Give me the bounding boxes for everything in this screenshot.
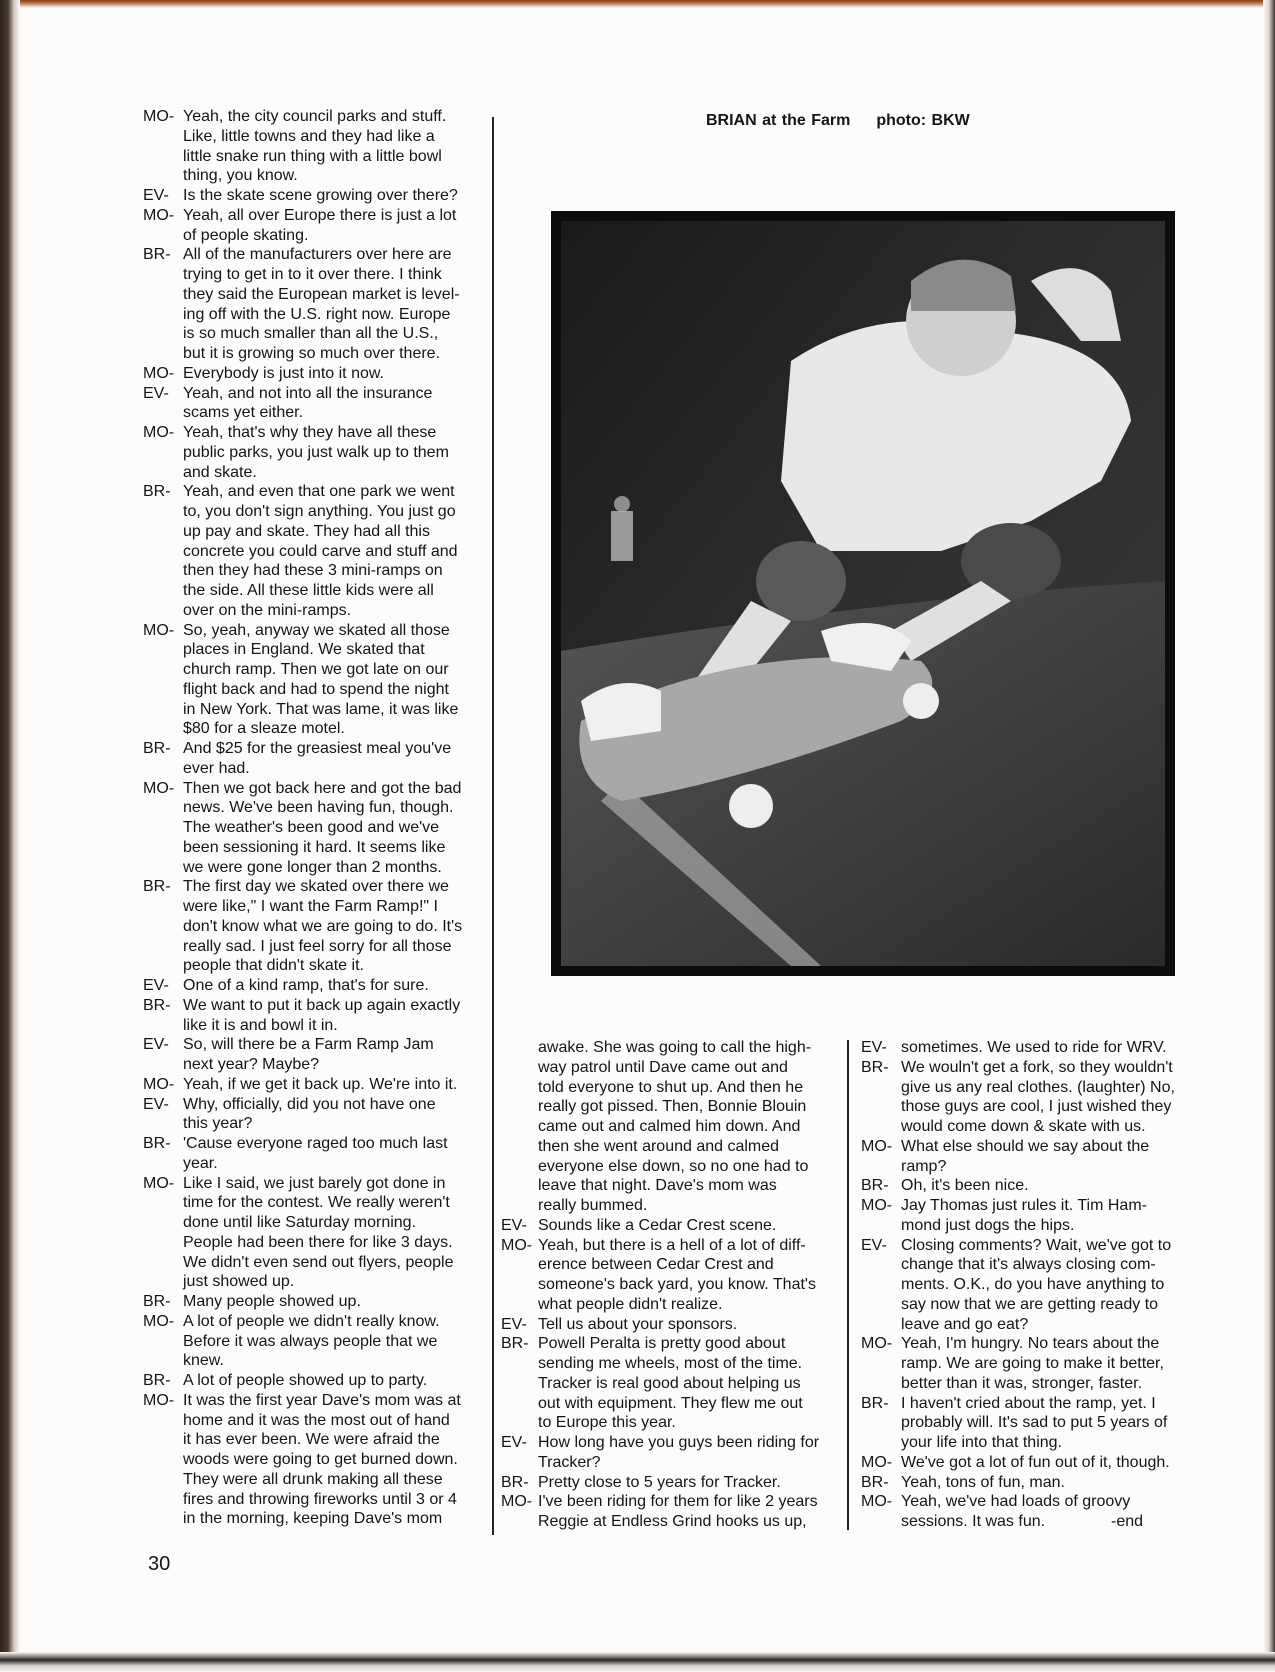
dialogue-line: I haven't cried about the ramp, yet. I bbox=[901, 1394, 1156, 1412]
dialogue-line: trying to get in to it over there. I think bbox=[183, 266, 442, 283]
dialogue-line: to Europe this year. bbox=[538, 1414, 676, 1432]
speaker-tag: BR- bbox=[501, 1473, 529, 1491]
dialogue-entry bbox=[143, 1371, 488, 1391]
end-mark: -end bbox=[1111, 1513, 1144, 1530]
dialogue-line: What else should we say about the bbox=[901, 1137, 1150, 1155]
dialogue-line: don't know what we are going to do. It's bbox=[183, 917, 463, 935]
dialogue-line: leave that night. Dave's mom was bbox=[538, 1177, 777, 1195]
speaker-tag: BR- bbox=[143, 1293, 171, 1310]
dialogue-line: mond just dogs the hips. bbox=[901, 1216, 1075, 1234]
dialogue-line: home and it was the most out of hand bbox=[183, 1411, 450, 1429]
speaker-tag: EV- bbox=[501, 1315, 527, 1333]
dialogue-entry bbox=[143, 739, 488, 779]
dialogue-entry bbox=[143, 245, 488, 364]
speaker-tag: EV- bbox=[501, 1434, 527, 1451]
dialogue-line: 'Cause everyone raged too much last bbox=[183, 1135, 448, 1152]
dialogue-entry bbox=[501, 1236, 841, 1315]
dialogue-entry bbox=[501, 1433, 841, 1473]
dialogue-entry bbox=[143, 186, 488, 206]
dialogue-line: told everyone to shut up. And then he bbox=[538, 1078, 804, 1096]
dialogue-entry bbox=[143, 1035, 488, 1075]
skater-photo-image bbox=[561, 221, 1165, 966]
dialogue-line: little snake run thing with a little bowl bbox=[183, 147, 442, 165]
interview-column-right bbox=[861, 1038, 1201, 1532]
interview-column-middle bbox=[501, 1038, 841, 1532]
dialogue-line: of people skating. bbox=[183, 226, 309, 244]
dialogue-line: Yeah, we've had loads of groovy bbox=[901, 1493, 1131, 1511]
dialogue-entry bbox=[501, 1216, 841, 1236]
column-divider bbox=[492, 117, 494, 1535]
dialogue-entry bbox=[501, 1492, 841, 1532]
dialogue-line: sending me wheels, most of the time. bbox=[538, 1355, 803, 1372]
skater-photo bbox=[551, 211, 1175, 976]
speaker-tag: EV- bbox=[861, 1039, 887, 1056]
speaker-tag: BR- bbox=[143, 878, 171, 896]
dialogue-line: to, you don't sign anything. You just go bbox=[183, 503, 456, 520]
dialogue-line: ramp? bbox=[901, 1157, 947, 1175]
dialogue-entry bbox=[143, 423, 488, 482]
page-right-edge bbox=[1263, 0, 1275, 1672]
dialogue-line: say now that we are getting ready to bbox=[901, 1295, 1159, 1313]
speaker-tag: EV- bbox=[143, 1095, 169, 1113]
dialogue-line: really got pissed. Then, Bonnie Blouin bbox=[538, 1098, 807, 1116]
dialogue-line: what people didn't realize. bbox=[538, 1295, 723, 1313]
dialogue-line: Yeah, that's why they have all these bbox=[183, 424, 437, 441]
page-number: 30 bbox=[148, 1553, 171, 1575]
dialogue-line: give us any real clothes. (laughter) No, bbox=[901, 1078, 1175, 1096]
dialogue-line: people that didn't skate it. bbox=[183, 957, 364, 975]
dialogue-entry bbox=[143, 1174, 488, 1293]
dialogue-entry bbox=[861, 1137, 1201, 1177]
dialogue-line: were like," I want the Farm Ramp!" I bbox=[183, 898, 438, 915]
dialogue-line: Yeah, but there is a hell of a lot of diff- bbox=[538, 1236, 806, 1254]
dialogue-entry bbox=[143, 1312, 488, 1371]
dialogue-line: Is the skate scene growing over there? bbox=[183, 187, 458, 204]
speaker-tag: EV- bbox=[501, 1216, 527, 1234]
dialogue-entry bbox=[861, 1176, 1201, 1196]
dialogue-entry bbox=[143, 364, 488, 384]
dialogue-line: A lot of people we didn't really know. bbox=[183, 1312, 440, 1330]
dialogue-line: Many people showed up. bbox=[183, 1293, 361, 1310]
dialogue-line: we were gone longer than 2 months. bbox=[183, 858, 442, 876]
dialogue-line: Why, officially, did you not have one bbox=[183, 1095, 436, 1113]
dialogue-line: change that it's always closing com- bbox=[901, 1256, 1156, 1274]
speaker-tag: EV- bbox=[143, 977, 169, 994]
dialogue-line: People had been there for like 3 days. bbox=[183, 1233, 453, 1251]
dialogue-entry bbox=[143, 206, 488, 246]
interview-column-left bbox=[143, 107, 488, 1529]
dialogue-entry bbox=[501, 1038, 841, 1216]
dialogue-entry bbox=[501, 1473, 841, 1493]
speaker-tag: BR- bbox=[861, 1394, 889, 1412]
dialogue-line: Yeah, all over Europe there is just a lot bbox=[183, 206, 457, 224]
dialogue-line: really bummed. bbox=[538, 1197, 648, 1214]
dialogue-line: We wouln't get a fork, so they wouldn't bbox=[901, 1058, 1173, 1076]
dialogue-line: ments. O.K., do you have anything to bbox=[901, 1276, 1165, 1293]
speaker-tag: BR- bbox=[861, 1473, 889, 1491]
speaker-tag: EV- bbox=[143, 187, 169, 204]
dialogue-entry bbox=[143, 107, 488, 186]
dialogue-line: out with equipment. They flew me out bbox=[538, 1394, 803, 1412]
dialogue-line: How long have you guys been riding for bbox=[538, 1434, 820, 1451]
dialogue-line: Yeah, and not into all the insurance bbox=[183, 384, 433, 402]
dialogue-line: then she went around and calmed bbox=[538, 1137, 780, 1155]
speaker-tag: MO- bbox=[861, 1197, 893, 1214]
column-divider bbox=[847, 1040, 849, 1530]
dialogue-line: they said the European market is level- bbox=[183, 285, 460, 303]
speaker-tag: BR- bbox=[143, 740, 171, 757]
dialogue-line: this year? bbox=[183, 1115, 253, 1133]
dialogue-line: sometimes. We used to ride for WRV. bbox=[901, 1039, 1167, 1056]
dialogue-line: Then we got back here and got the bad bbox=[183, 779, 462, 797]
speaker-tag: BR- bbox=[143, 1372, 171, 1389]
speaker-tag: EV- bbox=[861, 1236, 887, 1254]
dialogue-line: everyone else down, so no one had to bbox=[538, 1157, 809, 1175]
dialogue-line: knew. bbox=[183, 1352, 224, 1370]
speaker-tag: BR- bbox=[143, 1135, 171, 1152]
dialogue-line: but it is growing so much over there. bbox=[183, 345, 441, 362]
speaker-tag: EV- bbox=[143, 1036, 169, 1054]
dialogue-line: and skate. bbox=[183, 463, 257, 481]
dialogue-line: really sad. I just feel sorry for all those bbox=[183, 937, 452, 955]
dialogue-line: awake. She was going to call the high- bbox=[538, 1039, 812, 1056]
dialogue-line: concrete you could carve and stuff and bbox=[183, 542, 458, 560]
speaker-tag: MO- bbox=[143, 1312, 175, 1330]
speaker-tag: MO- bbox=[143, 424, 175, 441]
page-bottom-edge bbox=[0, 1652, 1275, 1672]
speaker-tag: BR- bbox=[143, 483, 171, 501]
dialogue-line: the side. All these little kids were all bbox=[183, 582, 434, 599]
dialogue-entry bbox=[143, 621, 488, 740]
dialogue-line: ramp. We are going to make it better, bbox=[901, 1355, 1164, 1372]
dialogue-line: then they had these 3 mini-ramps on bbox=[183, 562, 443, 580]
dialogue-line: church ramp. Then we got late on our bbox=[183, 661, 449, 678]
dialogue-line: your life into that thing. bbox=[901, 1434, 1062, 1451]
dialogue-line: in the morning, keeping Dave's mom bbox=[183, 1510, 443, 1528]
speaker-tag: BR- bbox=[143, 996, 171, 1014]
dialogue-line: So, will there be a Farm Ramp Jam bbox=[183, 1036, 434, 1054]
dialogue-line: been sessioning it hard. It seems like bbox=[183, 838, 446, 856]
dialogue-line: probably will. It's sad to put 5 years of bbox=[901, 1414, 1168, 1432]
dialogue-line: erence between Cedar Crest and bbox=[538, 1256, 774, 1274]
dialogue-entry bbox=[143, 1292, 488, 1312]
dialogue-line: would come down & skate with us. bbox=[901, 1118, 1146, 1135]
dialogue-line: better than it was, stronger, faster. bbox=[901, 1374, 1143, 1392]
dialogue-entry bbox=[861, 1453, 1201, 1473]
dialogue-line: Before it was always people that we bbox=[183, 1332, 438, 1350]
photo-caption bbox=[706, 112, 970, 130]
dialogue-line: scams yet either. bbox=[183, 404, 304, 422]
dialogue-line: ing off with the U.S. right now. Europe bbox=[183, 305, 451, 323]
dialogue-entry bbox=[861, 1058, 1201, 1137]
speaker-tag: BR- bbox=[143, 246, 171, 264]
dialogue-entry bbox=[143, 976, 488, 996]
dialogue-entry bbox=[143, 779, 488, 878]
dialogue-entry bbox=[143, 1095, 488, 1135]
dialogue-line: like it is and bowl it in. bbox=[183, 1016, 338, 1034]
dialogue-line: woods were going to get burned down. bbox=[183, 1451, 458, 1468]
speaker-tag: MO- bbox=[861, 1453, 893, 1471]
dialogue-entry bbox=[861, 1236, 1201, 1335]
dialogue-line: way patrol until Dave came out and bbox=[538, 1058, 788, 1076]
speaker-tag: MO- bbox=[143, 108, 175, 125]
dialogue-entry bbox=[143, 877, 488, 976]
dialogue-line: news. We've been having fun, though. bbox=[183, 799, 454, 817]
dialogue-line: Tracker? bbox=[538, 1453, 601, 1471]
dialogue-line: A lot of people showed up to party. bbox=[183, 1372, 428, 1389]
dialogue-line: done until like Saturday morning. bbox=[183, 1214, 417, 1231]
dialogue-line: fires and throwing fireworks until 3 or 4 bbox=[183, 1490, 457, 1508]
speaker-tag: BR- bbox=[861, 1058, 889, 1076]
dialogue-line: Jay Thomas just rules it. Tim Ham- bbox=[901, 1197, 1147, 1214]
dialogue-line: sessions. It was fun. bbox=[901, 1513, 1046, 1530]
dialogue-line: next year? Maybe? bbox=[183, 1056, 320, 1073]
dialogue-line: public parks, you just walk up to them bbox=[183, 443, 449, 461]
dialogue-line: time for the contest. We really weren't bbox=[183, 1194, 450, 1212]
dialogue-line: We didn't even send out flyers, people bbox=[183, 1253, 454, 1271]
speaker-tag: BR- bbox=[501, 1335, 529, 1353]
dialogue-line: $80 for a sleaze motel. bbox=[183, 720, 345, 738]
dialogue-entry bbox=[501, 1315, 841, 1335]
speaker-tag: MO- bbox=[143, 1391, 175, 1409]
dialogue-entry bbox=[861, 1394, 1201, 1453]
speaker-tag: MO- bbox=[143, 1075, 175, 1093]
speaker-tag: MO- bbox=[501, 1493, 533, 1511]
dialogue-entry bbox=[143, 482, 488, 620]
dialogue-line: So, yeah, anyway we skated all those bbox=[183, 621, 450, 639]
dialogue-line: Yeah, the city council parks and stuff. bbox=[183, 108, 447, 125]
dialogue-line: The weather's been good and we've bbox=[183, 819, 440, 836]
dialogue-line: it has ever been. We were afraid the bbox=[183, 1431, 440, 1449]
speaker-tag: MO- bbox=[143, 779, 175, 797]
speaker-tag: EV- bbox=[143, 384, 169, 402]
dialogue-line: I've been riding for them for like 2 years bbox=[538, 1493, 818, 1511]
dialogue-line: in New York. That was lame, it was like bbox=[183, 700, 459, 718]
dialogue-entry bbox=[861, 1196, 1201, 1236]
dialogue-line: someone's back yard, you know. That's bbox=[538, 1276, 816, 1293]
dialogue-line: And $25 for the greasiest meal you've bbox=[183, 740, 452, 757]
dialogue-line: Tell us about your sponsors. bbox=[538, 1315, 738, 1333]
dialogue-line: The first day we skated over there we bbox=[183, 878, 449, 896]
dialogue-line: those guys are cool, I just wished they bbox=[901, 1098, 1172, 1116]
speaker-tag: MO- bbox=[143, 206, 175, 224]
dialogue-line: year. bbox=[183, 1154, 218, 1172]
page-top-edge bbox=[0, 0, 1275, 8]
speaker-tag: MO- bbox=[861, 1335, 893, 1353]
dialogue-entry bbox=[501, 1334, 841, 1433]
dialogue-line: Like, little towns and they had like a bbox=[183, 127, 435, 145]
dialogue-line: One of a kind ramp, that's for sure. bbox=[183, 977, 429, 994]
dialogue-line: All of the manufacturers over here are bbox=[183, 246, 452, 264]
speaker-tag: MO- bbox=[143, 1174, 175, 1192]
dialogue-line: Oh, it's been nice. bbox=[901, 1177, 1029, 1195]
dialogue-line: just showed up. bbox=[183, 1273, 295, 1291]
dialogue-line: Reggie at Endless Grind hooks us up, bbox=[538, 1513, 807, 1530]
dialogue-line: ever had. bbox=[183, 759, 250, 777]
dialogue-line: Yeah, and even that one park we went bbox=[183, 483, 455, 501]
dialogue-line: We've got a lot of fun out of it, though. bbox=[901, 1453, 1170, 1471]
speaker-tag: MO- bbox=[861, 1137, 893, 1155]
dialogue-line: They were all drunk making all these bbox=[183, 1470, 443, 1488]
dialogue-entry bbox=[143, 996, 488, 1036]
dialogue-line: We want to put it back up again exactly bbox=[183, 996, 461, 1014]
dialogue-line: Sounds like a Cedar Crest scene. bbox=[538, 1216, 777, 1234]
dialogue-line: places in England. We skated that bbox=[183, 641, 425, 659]
dialogue-line: up pay and skate. They had all this bbox=[183, 522, 430, 540]
dialogue-line: Closing comments? Wait, we've got to bbox=[901, 1236, 1172, 1254]
dialogue-line: Powell Peralta is pretty good about bbox=[538, 1335, 786, 1353]
caption-subject: BRIAN at the Farm bbox=[706, 112, 851, 129]
dialogue-entry bbox=[143, 1134, 488, 1174]
speaker-tag: BR- bbox=[861, 1177, 889, 1195]
dialogue-line: Yeah, if we get it back up. We're into it. bbox=[183, 1075, 458, 1093]
dialogue-line: thing, you know. bbox=[183, 167, 298, 185]
dialogue-entry bbox=[143, 1075, 488, 1095]
page-binding-edge bbox=[0, 0, 20, 1672]
dialogue-line: Like I said, we just barely got done in bbox=[183, 1174, 446, 1192]
dialogue-line: over on the mini-ramps. bbox=[183, 601, 352, 619]
dialogue-entry bbox=[861, 1334, 1201, 1393]
dialogue-entry bbox=[143, 1391, 488, 1529]
dialogue-line: It was the first year Dave's mom was at bbox=[183, 1391, 461, 1409]
dialogue-line: Tracker is real good about helping us bbox=[538, 1374, 801, 1392]
dialogue-line: Everybody is just into it now. bbox=[183, 364, 384, 382]
speaker-tag: MO- bbox=[143, 364, 175, 382]
dialogue-entry bbox=[861, 1473, 1201, 1493]
dialogue-line: is so much smaller than all the U.S., bbox=[183, 325, 439, 343]
dialogue-line: Yeah, tons of fun, man. bbox=[901, 1473, 1065, 1491]
dialogue-line: leave and go eat? bbox=[901, 1315, 1029, 1333]
dialogue-line: Yeah, I'm hungry. No tears about the bbox=[901, 1335, 1160, 1353]
dialogue-line: flight back and had to spend the night bbox=[183, 680, 449, 698]
dialogue-entry bbox=[143, 384, 488, 424]
dialogue-line: came out and calmed him down. And bbox=[538, 1118, 801, 1135]
dialogue-entry bbox=[861, 1038, 1201, 1058]
caption-credit: photo: BKW bbox=[876, 112, 970, 129]
speaker-tag: MO- bbox=[861, 1493, 893, 1511]
dialogue-line: Pretty close to 5 years for Tracker. bbox=[538, 1473, 781, 1491]
speaker-tag: MO- bbox=[501, 1236, 533, 1254]
speaker-tag: MO- bbox=[143, 621, 175, 639]
dialogue-entry bbox=[861, 1492, 1201, 1532]
